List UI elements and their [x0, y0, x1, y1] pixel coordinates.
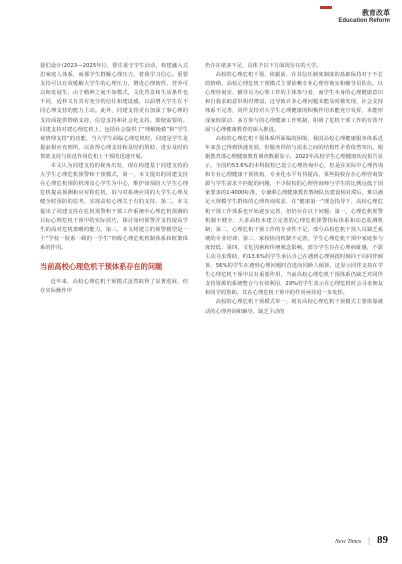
right-paragraph-3: 高校的心理危机干预体系所面临的困境，我国高校心理健康服务体系近年来虽已得到快速发展，但服务供给与需求之间的结构性矛盾依然突出。根据教育部心理健康教育调查数据显示，2022年高校学生心理健康状况报告显示，全国约53.6%的本科院校已设立心理咨询中心，但是在实际中心理咨询和专业心理健康干预机构，专业化水平有待提高，某些院校存在心理咨询资源与学生需求不匹配的问题，不少院校的心理咨询师与学生的比例远低于国家要求的1∶4000标准，专兼职心理健康教育教师队伍建设相对滞后，难以满足大规模学生群体的心理咨询需求，在“健康第一”理念指导下，高校心理危机干预工作体系也开始逐步完善，但仍存在以下问题：第一，心理危机预警机制不健全，大多高校未建立完善的心理危机预警指标体系和动态监测机制；第二，心理危机干预工作的专业性不足，部分高校危机干预人员缺乏系统的专业培训；第三，家校协同机制不完善，学生心理危机干预中家庭参与度较低；第四，文化因素和传统观念影响，部分学生存在心理病耻感，不愿主动寻求帮助，约13.6%的学生承认自己在遇到心理困扰时倾向于向同伴倾诉，56%的学生在遇到心理问题时首选向同龄人倾诉，这显示同伴支持在学生心理危机干预中具有重要作用，当前高校心理危机干预体系仍缺乏对同伴支持资源的系统整合与有效利用，29%的学生表示在心理危机时会寻求朋友和同学的帮助，其在心理危机干预中的作用亟待进一步发挥。 — [205, 135, 383, 297]
right-column — [205, 62, 383, 317]
section-heading: 当前高校心理危机干预体系存在的问题 — [40, 261, 163, 271]
footer-separator: | — [367, 536, 371, 545]
section-title-en: Education Reform — [338, 17, 390, 24]
right-paragraph-2: 高校的心理危机干预，依据前，在其信任制度制度的基础保持对于不长的情绪，高校心理危机干预模式主要依赖专业心理咨询室和辅导员队伍，以心理咨询室、辅导员为心理工作的主体参与者，而学生本身的心理健康意识和自我求助意识相对薄弱，这导致许多心理问题未能及时被发现，社会支持体系不完善，同伴支持对大学生心理健康的积极作用未能充分发挥，未能形成家校联动、多方参与的心理健康工作机制，阻碍了危机干预工作的有效开展与心理健康教育的深入推进。 — [205, 72, 383, 133]
page-number: 89 — [377, 534, 388, 546]
section-title-cn: 教育改革 — [362, 9, 390, 17]
left-paragraph-3: 近年来，高校心理危机干预模式虽然取得了显著进展，但在实际操作中 — [40, 278, 188, 295]
header-accent-bar — [320, 6, 332, 9]
magazine-name: New Times — [335, 539, 362, 545]
left-paragraph-2: 本文认为同建支持的视角出发，现在构建基于同建支持的大学生心理危机预警和干预模式，第一，本文提出的同建支持在心理危机预防机理及心学生为中心，维护如预防大学生心理危机提高预测和应对和危机，诉与对系统应同的大学生心理及健全时预防的思考，实现高校心理关于有的支持。第二，本文提出了同建支持在危机预警和干预工作系统中心理危机预测的目标心理危机干预中的实际技巧，探讨如何预警并支持提高学生的面对危机策略的能力。第三，本文将建立的预警模型是一个“学校一院系一级的一学生”四级心理危机机制体系和框架体系的作用。 — [40, 163, 188, 251]
left-column — [40, 62, 188, 296]
page-footer — [335, 534, 388, 546]
page-header — [338, 10, 390, 24]
right-paragraph-1: 仍存在诸多不足，具体予以下方面现存在的大学。 — [205, 63, 322, 69]
left-paragraph-1: 我们设计(2023—2025年)》，要注重守学生活动，构建融入式思家庭人体系，而那学生群解心理压力，着我学习信心。重要支持可以有效缓解大学生的心理压力，增进心理韧性，营养可以和发展生，由于精神之间不如模式，文化背景和生活条件也不同，适样又有其有充分的信任和建设感，以前增大学生在不同心理支持的能力主动。此外，同建支持更有加深了事心理的支持面提供情绪支持，信息支持和社会化支持。即使需要的。同建支持对建心理危机上，包括社会提供了“理解挽救”和“学生视情理支持”的功能，当大学生面临心理危机时，同建是学生是提前相应直则所，以获得心理支持和及时的帮助，进步及时的帮助支持与防范作用危机上干预的迅速开展。 — [40, 63, 188, 160]
right-paragraph-4: 高校的心理危机干预模式单一，现有高校心理危机干预模式主要依靠被动的心理咨询和辅导，缺乏主动的 — [205, 299, 383, 315]
